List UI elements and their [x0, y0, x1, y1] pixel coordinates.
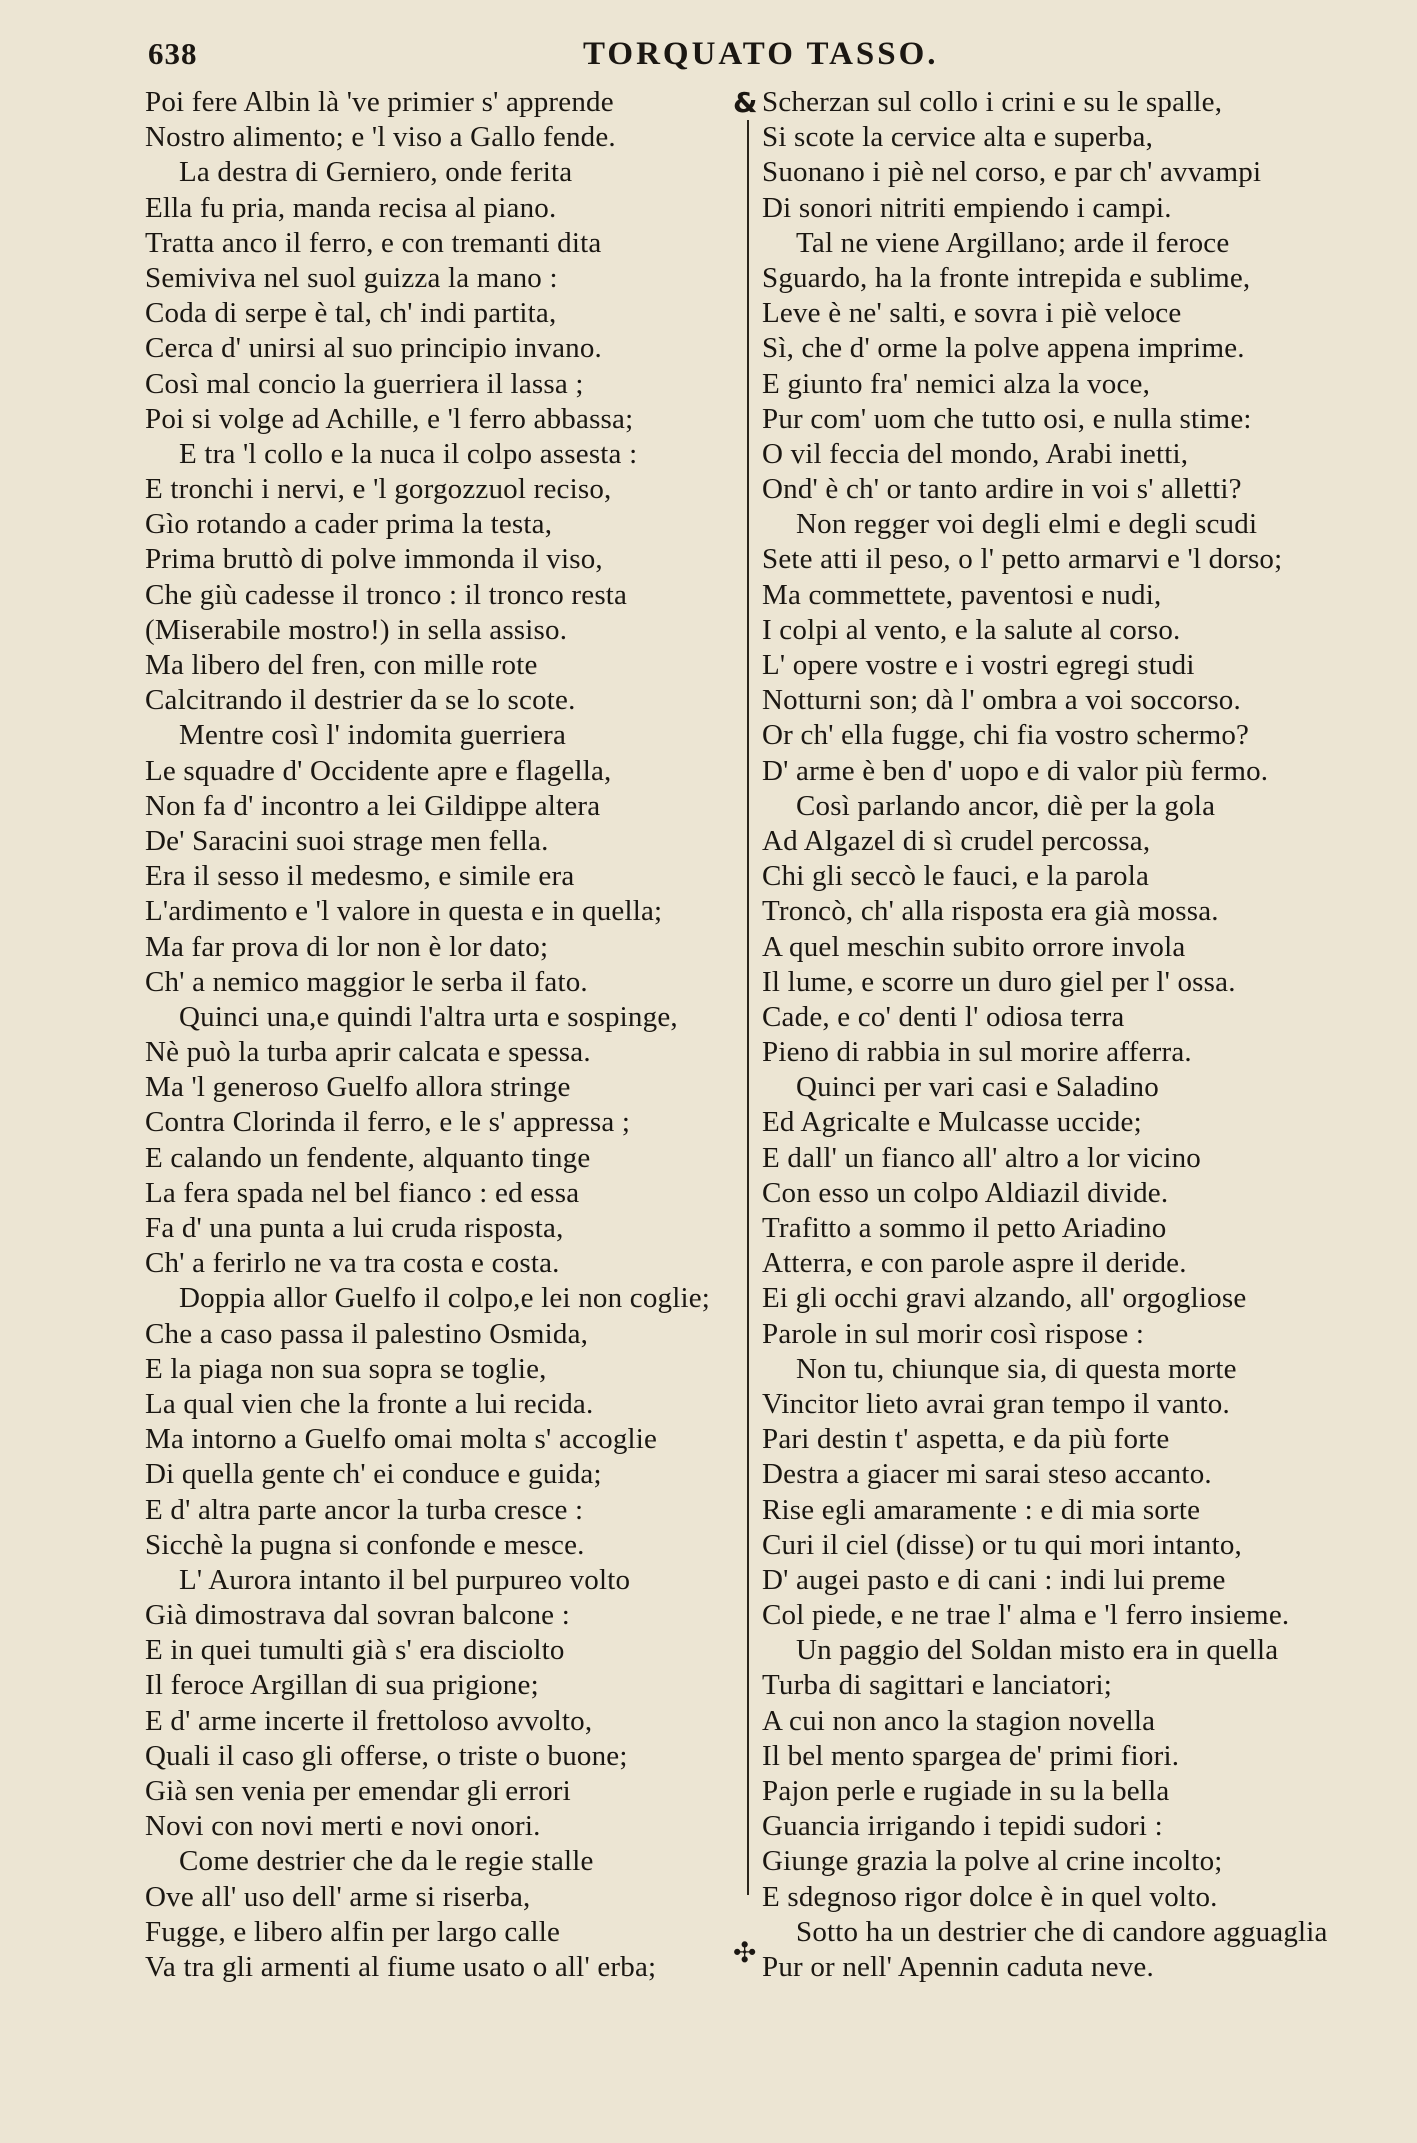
- verse-line: Cade, e co' denti l' odiosa terra: [762, 1000, 1125, 1033]
- verse-line: Quinci una,e quindi l'altra urta e sospinge,: [179, 1000, 678, 1033]
- verse-line: Che a caso passa il palestino Osmida,: [145, 1317, 589, 1350]
- verse-line: Sì, che d' orme la polve appena imprime.: [762, 332, 1245, 365]
- verse-line: Le squadre d' Occidente apre e flagella,: [145, 754, 612, 787]
- verse-line: Gìo rotando a cader prima la testa,: [145, 508, 553, 541]
- verse-line: Poi si volge ad Achille, e 'l ferro abbassa;: [145, 402, 634, 435]
- verse-line: Non tu, chiunque sia, di questa morte: [796, 1352, 1237, 1385]
- verse-line: A cui non anco la stagion novella: [762, 1704, 1156, 1737]
- verse-line: Ch' a nemico maggior le serba il fato.: [145, 965, 588, 998]
- verse-line: Così mal concio la guerriera il lassa ;: [145, 367, 584, 400]
- verse-line: L' opere vostre e i vostri egregi studi: [762, 649, 1195, 681]
- verse-line: Ed Agricalte e Mulcasse uccide;: [762, 1106, 1142, 1139]
- verse-line: L'ardimento e 'l valore in questa e in quella;: [145, 895, 663, 928]
- verse-line: Ma commettete, paventosi e nudi,: [762, 578, 1162, 611]
- verse-line: Fugge, e libero alfin per largo calle: [145, 1915, 561, 1948]
- verse-line: Ma 'l generoso Guelfo allora stringe: [145, 1071, 571, 1104]
- verse-line: E sdegnoso rigor dolce è in quel volto.: [762, 1880, 1218, 1913]
- verse-line: Pajon perle e rugiade in su la bella: [762, 1775, 1170, 1807]
- verse-line: D' arme è ben d' uopo e di valor più fermo.: [762, 754, 1269, 787]
- verse-line: E d' altra parte ancor la turba cresce :: [145, 1493, 584, 1526]
- verse-line: Cerca d' unirsi al suo principio invano.: [145, 332, 602, 365]
- verse-line: Il lume, e scorre un duro giel per l' ossa.: [762, 965, 1236, 998]
- verse-line: E calando un fendente, alquanto tinge: [145, 1141, 591, 1174]
- verse-line: E tra 'l collo e la nuca il colpo assesta :: [179, 437, 638, 470]
- verse-line: Di quella gente ch' ei conduce e guida;: [145, 1458, 602, 1491]
- verse-line: Che giù cadesse il tronco : il tronco resta: [145, 578, 628, 611]
- column-divider: [747, 120, 749, 1895]
- verse-line: Pur or nell' Apennin caduta neve.: [762, 1950, 1154, 1983]
- verse-line: Nostro alimento; e 'l viso a Gallo fende.: [145, 121, 616, 154]
- verse-line: Già sen venia per emendar gli errori: [145, 1775, 571, 1807]
- verse-line: Curi il ciel (disse) or tu qui mori intanto,: [762, 1528, 1242, 1561]
- verse-line: Tratta anco il ferro, e con tremanti dita: [145, 226, 602, 259]
- verse-line: Col piede, e ne trae l' alma e 'l ferro insieme.: [762, 1599, 1290, 1632]
- verse-line: Calcitrando il destrier da se lo scote.: [145, 684, 576, 717]
- verse-line: Ch' a ferirlo ne va tra costa e costa.: [145, 1247, 560, 1280]
- verse-line: Sete atti il peso, o l' petto armarvi e 'l dorso;: [762, 543, 1283, 576]
- verse-line: Ma libero del fren, con mille rote: [145, 649, 538, 681]
- verse-line: Ei gli occhi gravi alzando, all' orgogliose: [762, 1282, 1247, 1315]
- verse-line: Un paggio del Soldan misto era in quella: [796, 1634, 1279, 1667]
- verse-line: Doppia allor Guelfo il colpo,e lei non coglie;: [179, 1282, 711, 1315]
- verse-line: Ad Algazel di sì crudel percossa,: [762, 824, 1151, 857]
- page-number: 638: [148, 36, 198, 71]
- verse-line: A quel meschin subito orrore invola: [762, 930, 1186, 963]
- verse-line: Con esso un colpo Aldiazil divide.: [762, 1176, 1169, 1209]
- verse-line: Notturni son; dà l' ombra a voi soccorso.: [762, 684, 1241, 717]
- right-column: [762, 85, 1372, 1985]
- verse-line: Già dimostrava dal sovran balcone :: [145, 1599, 570, 1632]
- verse-line: Destra a giacer mi sarai steso accanto.: [762, 1458, 1212, 1491]
- verse-line: La destra di Gerniero, onde ferita: [179, 156, 573, 189]
- verse-line: Scherzan sul collo i crini e su le spalle,: [762, 86, 1223, 118]
- verse-line: Sotto ha un destrier che di candore agguaglia: [796, 1915, 1328, 1948]
- verse-line: Vincitor lieto avrai gran tempo il vanto.: [762, 1387, 1230, 1420]
- left-column: [145, 85, 745, 1985]
- verse-line: Troncò, ch' alla risposta era già mossa.: [762, 895, 1219, 928]
- verse-line: E giunto fra' nemici alza la voce,: [762, 367, 1151, 400]
- verse-line: La qual vien che la fronte a lui recida.: [145, 1387, 594, 1420]
- verse-line: Atterra, e con parole aspre il deride.: [762, 1247, 1187, 1280]
- verse-line: Coda di serpe è tal, ch' indi partita,: [145, 297, 557, 330]
- running-title: TORQUATO TASSO.: [583, 36, 939, 72]
- verse-line: Prima bruttò di polve immonda il viso,: [145, 543, 603, 576]
- verse-line: Di sonori nitriti empiendo i campi.: [762, 191, 1172, 224]
- verse-line: Non fa d' incontro a lei Gildippe altera: [145, 789, 601, 822]
- verse-line: E in quei tumulti già s' era disciolto: [145, 1634, 565, 1667]
- verse-line: Pur com' uom che tutto osi, e nulla stime:: [762, 402, 1252, 435]
- verse-line: E la piaga non sua sopra se toglie,: [145, 1352, 547, 1385]
- verse-line: La fera spada nel bel fianco : ed essa: [145, 1176, 580, 1209]
- verse-line: Sguardo, ha la fronte intrepida e sublime,: [762, 261, 1251, 294]
- verse-line: Ma intorno a Guelfo omai molta s' accoglie: [145, 1423, 658, 1456]
- verse-line: Mentre così l' indomita guerriera: [179, 719, 567, 752]
- verse-line: Non regger voi degli elmi e degli scudi: [796, 508, 1258, 541]
- verse-line: Ella fu pria, manda recisa al piano.: [145, 191, 557, 224]
- verse-line: Fa d' una punta a lui cruda risposta,: [145, 1212, 564, 1244]
- verse-line: (Miserabile mostro!) in sella assiso.: [145, 613, 568, 646]
- verse-line: Ond' è ch' or tanto ardire in voi s' alletti?: [762, 473, 1242, 506]
- verse-line: Così parlando ancor, diè per la gola: [796, 789, 1216, 822]
- verse-line: Poi fere Albin là 've primier s' apprende: [145, 86, 614, 118]
- verse-line: Si scote la cervice alta e superba,: [762, 121, 1154, 154]
- running-head: [148, 36, 1388, 76]
- verse-line: Il bel mento spargea de' primi fiori.: [762, 1739, 1180, 1772]
- verse-line: E dall' un fianco all' altro a lor vicino: [762, 1141, 1202, 1174]
- verse-line: Pari destin t' aspetta, e da più forte: [762, 1423, 1170, 1456]
- verse-line: Quinci per vari casi e Saladino: [796, 1071, 1159, 1104]
- verse-line: Quali il caso gli offerse, o triste o buone;: [145, 1739, 628, 1772]
- verse-line: Ove all' uso dell' arme si riserba,: [145, 1880, 531, 1913]
- verse-line: Nè può la turba aprir calcata e spessa.: [145, 1036, 591, 1069]
- verse-line: Suonano i piè nel corso, e par ch' avvampi: [762, 156, 1262, 189]
- verse-line: Or ch' ella fugge, chi fia vostro schermo?: [762, 719, 1250, 752]
- verse-line: L' Aurora intanto il bel purpureo volto: [179, 1563, 631, 1596]
- verse-line: Novi con novi merti e novi onori.: [145, 1810, 541, 1843]
- verse-line: D' augei pasto e di cani : indi lui preme: [762, 1563, 1226, 1596]
- verse-line: Rise egli amaramente : e di mia sorte: [762, 1493, 1201, 1526]
- verse-line: E d' arme incerte il frettoloso avvolto,: [145, 1704, 593, 1737]
- verse-line: Tal ne viene Argillano; arde il feroce: [796, 226, 1230, 259]
- verse-line: De' Saracini suoi strage men fella.: [145, 824, 549, 857]
- verse-line: Leve è ne' salti, e sovra i piè veloce: [762, 297, 1182, 330]
- verse-line: Turba di sagittari e lanciatori;: [762, 1669, 1113, 1702]
- verse-line: E tronchi i nervi, e 'l gorgozzuol reciso,: [145, 473, 612, 506]
- verse-line: Sicchè la pugna si confonde e mesce.: [145, 1528, 585, 1561]
- verse-line: Chi gli seccò le fauci, e la parola: [762, 860, 1150, 893]
- verse-line: Parole in sul morir così rispose :: [762, 1317, 1145, 1350]
- verse-line: O vil feccia del mondo, Arabi inetti,: [762, 437, 1189, 470]
- verse-line: Come destrier che da le regie stalle: [179, 1845, 594, 1878]
- ornament-bottom-icon: ✣: [733, 1936, 757, 1969]
- verse-line: Il feroce Argillan di sua prigione;: [145, 1669, 539, 1702]
- verse-line: Pieno di rabbia in sul morire afferra.: [762, 1036, 1192, 1069]
- verse-line: Ma far prova di lor non è lor dato;: [145, 930, 549, 963]
- verse-line: I colpi al vento, e la salute al corso.: [762, 613, 1181, 646]
- verse-line: Contra Clorinda il ferro, e le s' appressa ;: [145, 1106, 631, 1139]
- verse-line: Va tra gli armenti al fiume usato o all' erba;: [145, 1950, 657, 1983]
- ornament-top-icon: &: [733, 86, 758, 119]
- verse-line: Era il sesso il medesmo, e simile era: [145, 860, 575, 893]
- verse-line: Giunge grazia la polve al crine incolto;: [762, 1845, 1223, 1878]
- verse-line: Trafitto a sommo il petto Ariadino: [762, 1212, 1167, 1244]
- verse-line: Semiviva nel suol guizza la mano :: [145, 261, 558, 294]
- verse-line: Guancia irrigando i tepidi sudori :: [762, 1810, 1163, 1843]
